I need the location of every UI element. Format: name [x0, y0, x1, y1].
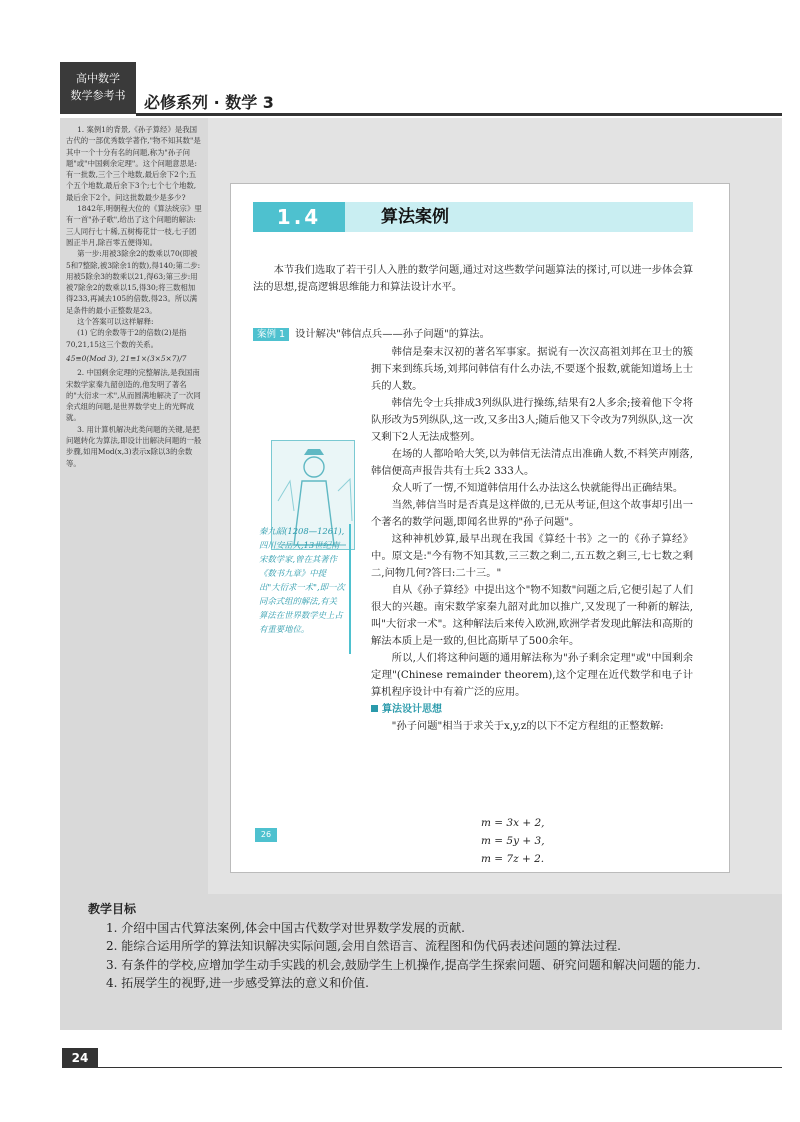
goal-item: 1. 介绍中国古代算法案例,体会中国古代数学对世界数学发展的贡献.: [106, 920, 465, 935]
sidebar-formula: 45≡0(Mod 3), 21≡1×(3×5×7)/7: [66, 353, 187, 363]
equation-2: m = 5y + 3,: [481, 835, 545, 847]
section-number: 1.4: [253, 202, 345, 232]
case-title: 设计解决"韩信点兵——孙子问题"的算法。: [295, 328, 490, 340]
goal-item: 4. 拓展学生的视野,进一步感受算法的意义和价值.: [106, 976, 369, 990]
story-text: [371, 344, 693, 735]
sidebar-notes: [60, 118, 208, 894]
goals-title: 教学目标: [88, 902, 137, 916]
sidebar-paragraph: 3. 用计算机解决此类问题的关键,是把问题转化为算法,即设计出解决问题的一般步骤,如用Mod(x,3)表示x除以3的余数等。: [66, 424, 202, 468]
story-paragraph: "孙子问题"相当于求关于x,y,z的以下不定方程组的正整数解:: [391, 720, 664, 732]
story-paragraph: 韩信是秦末汉初的著名军事家。据说有一次汉高祖刘邦在卫士的簇拥下来到练兵场,刘邦问韩信有什么办法,不要逐个报数,就能知道场上士兵的人数。: [371, 346, 693, 392]
page-number: 24: [62, 1048, 98, 1068]
intro-paragraph: 本节我们选取了若干引人入胜的数学问题,通过对这些数学问题算法的探讨,可以进一步体会算法的思想,提高逻辑思维能力和算法设计水平。: [253, 264, 693, 293]
series-line-2: 数学参考书: [70, 89, 126, 102]
story-paragraph: 韩信先令士兵排成3列纵队进行操练,结果有2人多余;接着他下令将队形改为5列纵队,这一改,又多出3人;随后他又下令改为7列纵队,这一次又剩下2人无法成整列。: [371, 397, 693, 443]
textbook-page-number: 26: [255, 828, 277, 842]
story-paragraph: 自从《孙子算经》中提出这个"物不知数"问题之后,它便引起了人们很大的兴趣。南宋数学家秦九韶对此加以推广,又发现了一种新的解法,叫"大衍求一术"。这种解法后来传入欧洲,欧洲学者发现此解法和高斯的解法本质上是一致的,但比高斯早了500余年。: [371, 584, 693, 647]
story-paragraph: 这种神机妙算,最早出现在我国《算经十书》之一的《孙子算经》中。原文是:"今有物不知其数,三三数之剩二,五五数之剩三,七七数之剩二,问物几何?答曰:二十三。": [371, 533, 693, 579]
case-label: 案例 1: [253, 328, 289, 341]
book-series-box: [60, 62, 136, 114]
equation-system: [481, 814, 545, 868]
sidebar-paragraph: (1) 它的余数等于2的倍数(2)是指70,21,15这三个数的关系。: [66, 328, 187, 349]
equation-1: m = 3x + 2,: [481, 817, 545, 829]
footer-rule: [98, 1067, 782, 1068]
sidebar-paragraph: 1. 案例1的背景,《孙子算经》是我国古代的一部优秀数学著作,"物不知其数"是其中一个十分有名的问题,称为"孙子问题"或"中国剩余定理"。这个问题意思是:有一批数,三个三个地数,最后余下2个;五个五个地数,最后余下3个;七个七个地数,最后余下2个。问这批数最少是多少?: [66, 125, 201, 202]
section-title: 算法案例: [381, 207, 449, 227]
header-rule: [136, 113, 782, 116]
textbook-page: [230, 183, 730, 873]
goal-item: 2. 能综合运用所学的算法知识解决实际问题,会用自然语言、流程图和伪代码表述问题的算法过程.: [106, 939, 621, 953]
case-heading: [253, 326, 693, 343]
series-line-1: 高中数学: [76, 72, 120, 85]
intro-text: [253, 262, 693, 296]
story-paragraph: 在场的人都哈哈大笑,以为韩信无法清点出准确人数,不料笑声刚落,韩信便高声报告共有士兵2 333人。: [371, 448, 693, 477]
sidebar-paragraph: 1842年,明朝程大位的《算法统宗》里有一首"孙子歌",给出了这个问题的解法:三人同行七十稀,五树梅花廿一枝,七子团圆正半月,除百零五便得知。: [66, 204, 202, 247]
sidebar-paragraph: 2. 中国剩余定理的完整解法,是我国南宋数学家秦九韶创造的,他发明了著名的"大衍求一术",从而圆满地解决了一次同余式组的问题,是世界数学史上的光辉成就。: [66, 368, 201, 423]
portrait-caption: 秦九韶(1208—1261),四川安岳人,13世纪南宋数学家,曾在其著作《数书九章》中提出"大衍求一术",即一次同余式组的解法,有关算法在世界数学史上占有重要地位。: [259, 524, 351, 654]
header-title: 必修系列 · 数学 3: [144, 93, 274, 112]
goal-item: 3. 有条件的学校,应增加学生动手实践的机会,鼓励学生上机操作,提高学生探索问题、研究问题和解决问题的能力.: [106, 957, 701, 972]
story-paragraph: 当然,韩信当时是否真是这样做的,已无从考证,但这个故事却引出一个著名的数学问题,即闻名世界的"孙子问题"。: [371, 499, 693, 528]
teaching-goals: [60, 894, 782, 1030]
square-bullet-icon: [371, 705, 378, 712]
story-paragraph: 所以,人们将这种问题的通用解法称为"孙子剩余定理"或"中国剩余定理"(Chinese remainder theorem),这个定理在近代数学和电子计算机程序设计中有着广泛的应用。: [371, 652, 693, 698]
story-paragraph: 众人听了一愣,不知道韩信用什么办法这么快就能得出正确结果。: [391, 482, 684, 494]
equation-3: m = 7z + 2.: [481, 853, 545, 865]
sidebar-paragraph: 第一步:用被3除余2的数乘以70(即被5和7整除,被3除余1的数),得140;第二步:用被5除余3的数乘以21,得63;第三步:用被7除余2的数乘以15,得30;将三数相加得233,再减去105的倍数,得23。所以满足条件的最小正整数是23。: [66, 249, 201, 315]
algorithm-design-heading: 算法设计思想: [371, 701, 693, 718]
sidebar-paragraph: 这个答案可以这样解释:: [77, 317, 154, 327]
